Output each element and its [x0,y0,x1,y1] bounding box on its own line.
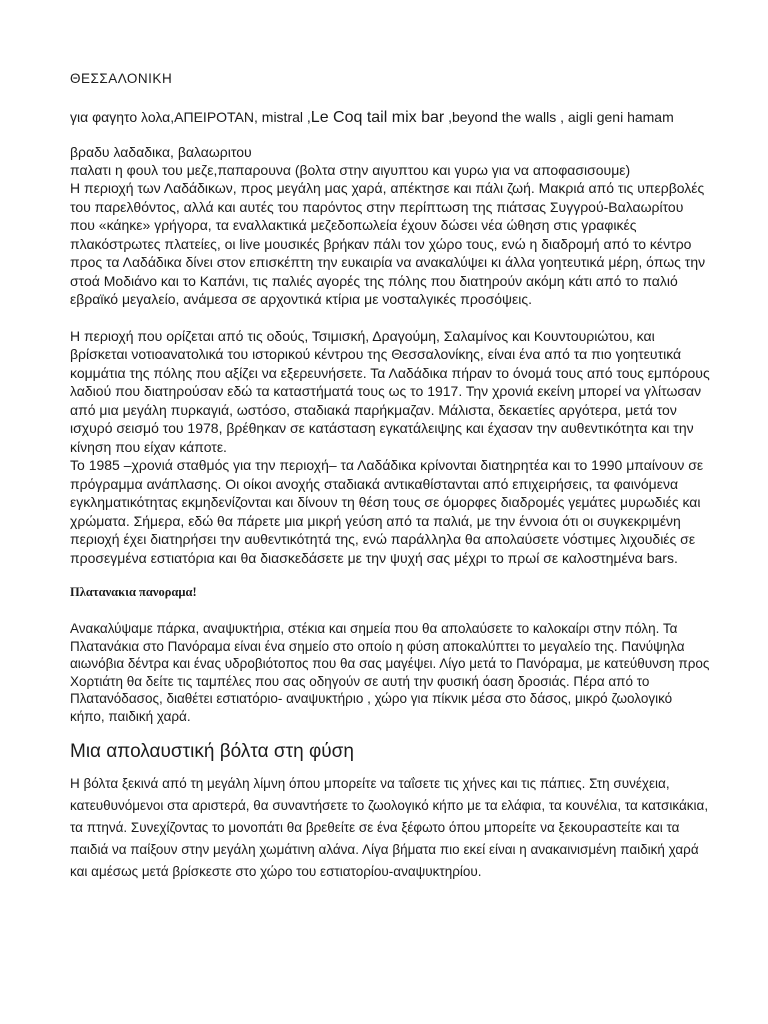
intro-line [70,108,710,127]
document-page [70,58,710,883]
section-heading: Πλατανακια πανοραμα! [70,585,197,599]
paragraph: Το 1985 –χρονιά σταθμός για την περιοχή– τα Λαδάδικα κρίνονται διατηρητέα και το 1990 μπαίνουν σε πρόγραμμα ανάπλασης. Οι οίκοι ανοχής σταδιακά αντικαθίστανται από επιχειρήσεις, τα φαινόμενα εγκληματικότητας εκμηδενίζονται και δίνουν τη θέση τους σε όμορφες διαδρομές γεμάτες μυρωδιές και χρώματα. Σήμερα, εδώ θα πάρετε μια μικρή γεύση από τα παλιά, με την έννοια ότι οι συγκεκριμένη περιοχή έχει διατηρήσει την αυθεντικότητά της, ενώ παράλληλα θα απολαύσετε νόστιμες λιχουδιές σε προσεγμένα εστιατόρια και θα διασκεδάσετε με την ψυχή σας μέχρι το πρωί σε καλοστημένα bars. [70,457,704,566]
notes-block [70,143,710,179]
subheading: Μια απολαυστική βόλτα στη φύση [70,741,354,762]
paragraph-gap [70,309,710,327]
intro-text-3: ,beyond the walls , aigli geni hamam [444,109,674,125]
paragraph: Η περιοχή που ορίζεται από τις οδούς, Τσιμισκή, Δραγούμη, Σαλαμίνος και Κουντουριώτου, και βρίσκεται νοτιοανατολικά του ιστορικού κέντρου της Θεσσαλονίκης, είναι ένα από τα πιο γοητευτικά κομμάτια της πόλης που αξίζει να εξερευνήσετε. Τα Λαδάδικα πήραν το όνομά τους από τους εμπόρους λαδιού που διατηρούσαν εδώ τα καταστήματά τους ως το 1917. Την χρονιά εκείνη μπορεί να γλίτωσαν από μια μεγάλη πυρκαγιά, ωστόσο, σταδιακά παρήκμαζαν. Μάλιστα, δεκαετίες αργότερα, μετά τον ισχυρό σεισμό του 1978, βρέθηκαν σε κατάσταση εγκατάλειψης και έχασαν την αυθεντικότητα και την κίνηση που είχαν κάποτε. [70,327,710,455]
paragraph: Η περιοχή των Λαδάδικων, προς μεγάλη μας χαρά, απέκτησε και πάλι ζωή. Μακριά από τις υπερβολές του παρελθόντος, αλλά και αυτές του παρόντος στην περίπτωση της πιάτσας Συγγρού-Βαλαωρίτου που «κάηκε» γρήγορα, τα εναλλακτικά μεζεδοπωλεία έχουν δώσει νέα ώθηση στις γραφικές πλακόστρωτες πλατείες, οι live μουσικές βρήκαν πάλι τον χώρο τους, ενώ η διαδρομή από το κέντρο προς τα Λαδάδικα δίνει στον επισκέπτη την ευκαιρία να ανακαλύψει κι άλλα γοητευτικά μέρη, όπως την στοά Μοδιάνο και το Καπάνι, τις παλιές αγορές της πόλης που διατηρούν ακόμη κάτι από το παλιό εβραϊκό μεγαλείο, ανάμεσα σε αρχοντικά κτίρια με νοσταλγικές προσόψεις. [70,180,706,307]
intro-bar-name: Le Coq tail mix bar [310,109,445,126]
intro-text-1: για φαγητο λολα,ΑΠΕΙΡΟΤΑΝ, mistral , [70,109,311,125]
note-line: παλατι η φουλ του μεζε,παπαρουνα (βολτα στην αιγυπτου και γυρω για να αποφασισουμε) [70,162,631,178]
section-paragraph: Ανακαλύψαμε πάρκα, αναψυκτήρια, στέκια και σημεία που θα απολαύσετε το καλοκαίρι στην πόλη. Τα Πλατανάκια στο Πανόραμα είναι ένα σημείο στο οποίο η φύση αποκαλύπτει το μεγαλείο της. Πανύψηλα αιωνόβια δέντρα και ένας υδροβιότοπος που θα σας μαγέψει. Λίγο μετά το Πανόραμα, με κατεύθυνση προς Χορτιάτη θα δείτε τις ταμπέλες που σας οδηγούν σε αυτή την φυσική όαση δροσιάς. Πέρα από το Πλατανόδασος, διαθέτει εστιατόριο- αναψυκτήριο , χώρο για πίκνικ μέσα στο δάσος, μικρό ζωολογικό κήπο, παιδική χαρά. [70,621,710,724]
note-line: βραδυ λαδαδικα, βαλαωριτου [70,144,252,160]
document-title: ΘΕΣΣΑΛΟΝΙΚΗ [70,71,173,86]
final-paragraph: Η βόλτα ξεκινά από τη μεγάλη λίμνη όπου μπορείτε να ταΐσετε τις χήνες και τις πάπιες. Στη συνέχεια, κατευθυνόμενοι στα αριστερά, θα συναντήσετε το ζωολογικό κήπο με τα ελάφια, τα κουνέλια, τα κατσικάκια, τα πτηνά. Συνεχίζοντας το μονοπάτι θα βρεθείτε σε ένα ξέφωτο όπου μπορείτε να ξεκουραστείτε και τα παιδιά να παίξουν στην μεγάλη χωμάτινη αλάνα. Λίγα βήματα πιο εκεί είναι η ανακαινισμένη παιδική χαρά και αμέσως μετά βρίσκεστε στο χώρο του εστιατορίου-αναψυκτηρίου. [70,776,709,879]
